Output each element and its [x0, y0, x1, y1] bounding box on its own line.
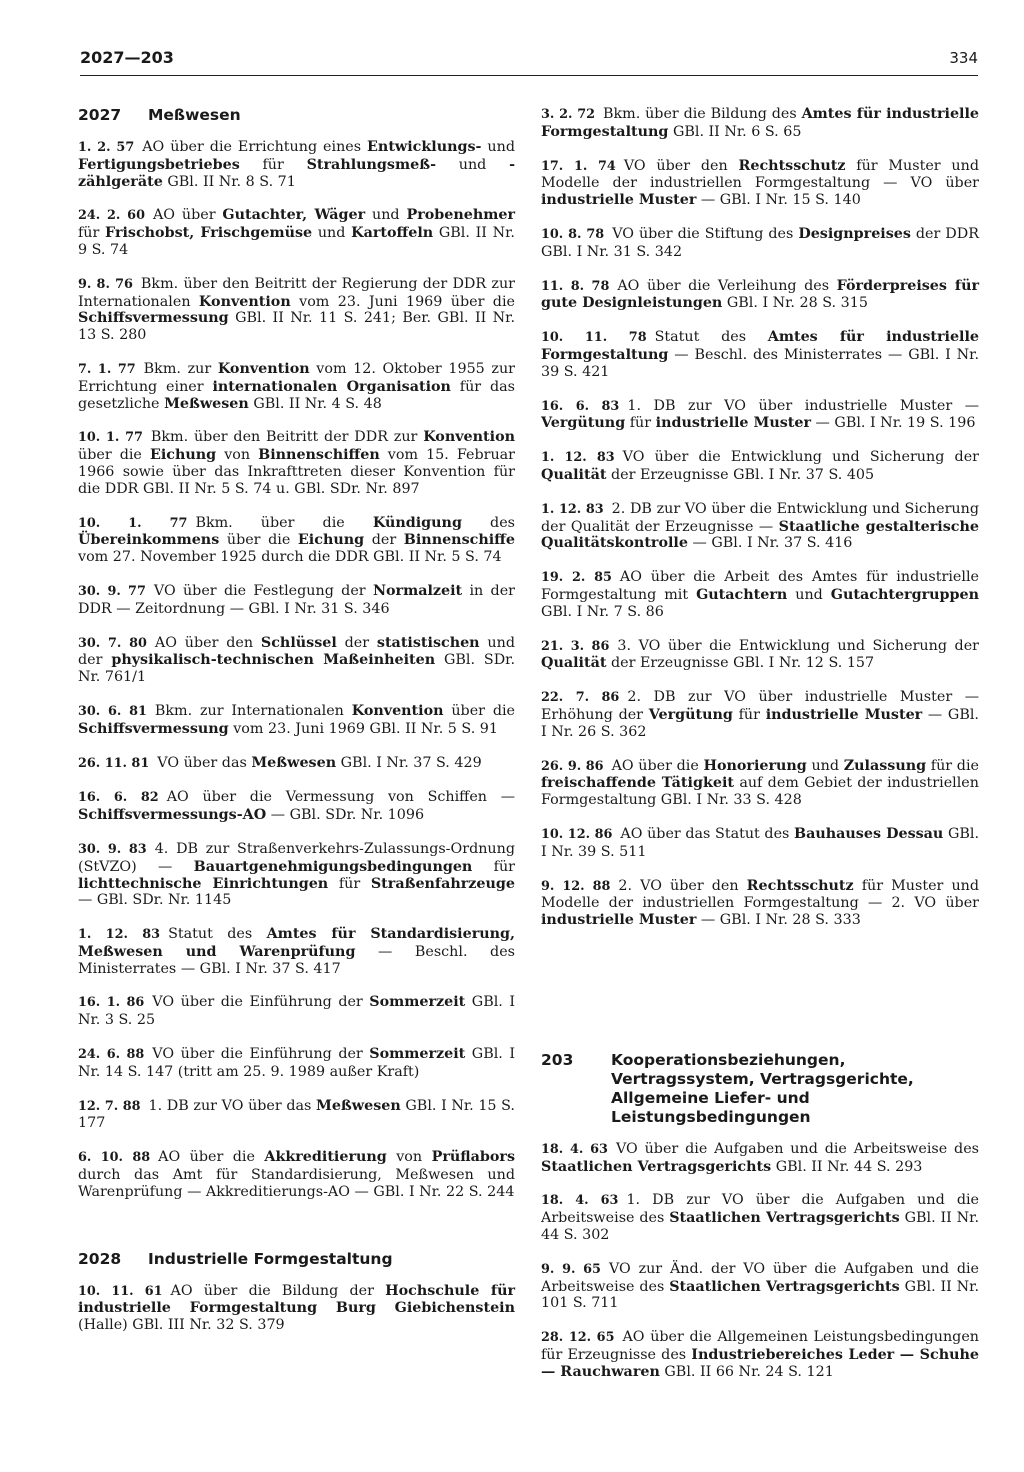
law-entry [541, 826, 979, 861]
entry-text: und [806, 757, 844, 774]
law-entry [78, 139, 515, 190]
keyword: Probenehmer [406, 207, 516, 224]
left-column [78, 106, 515, 1351]
keyword: lichttechnische Einrichtungen [78, 875, 329, 892]
entry-text: 2. DB zur VO über industrielle Muster — Erhöhung der [541, 689, 979, 723]
keyword: Hochschule für industrielle Formgestaltung Burg Giebichenstein [78, 1282, 515, 1317]
entry-text: GBl. I Nr. 37 S. 429 [336, 754, 482, 771]
keyword: Sommerzeit [369, 994, 466, 1011]
keyword: Kartoffeln [351, 225, 434, 242]
law-entry [541, 449, 979, 484]
entry-date: 12. 7. 88 [78, 1098, 141, 1114]
entry-text: 2. VO über den [618, 877, 747, 894]
entry-text: für die [926, 757, 979, 774]
entry-text: durch das Amt für Standardisierung, Meßwesen und Warenprüfung — Akkreditierungs-AO — GBl. I Nr. 22 S. 244 [78, 1167, 515, 1200]
entry-date: 24. 6. 88 [78, 1047, 145, 1063]
entry-date: 16. 1. 86 [78, 995, 145, 1011]
law-entry [78, 429, 515, 497]
law-entry [541, 689, 979, 740]
section-title: Meßwesen [148, 106, 241, 124]
entry-text: über die [219, 532, 298, 549]
section-spacer [541, 946, 979, 1051]
page-header [80, 50, 978, 76]
entry-text: GBl. II Nr. 44 S. 302 [541, 1210, 979, 1244]
keyword: Vergütung [648, 706, 733, 723]
law-entry [78, 994, 515, 1029]
keyword: Normalzeit [372, 582, 463, 599]
entry-text: VO zur Änd. der VO über die Aufgaben und die Arbeitsweise des [541, 1260, 980, 1295]
law-entry [78, 789, 515, 824]
entry-text: — Beschl. des Ministerrates — GBl. I Nr. 39 S. 421 [541, 346, 979, 380]
entry-text: AO über die Errichtung eines [142, 139, 368, 155]
keyword: Übereinkommens [78, 532, 220, 549]
entry-text: VO über den [623, 157, 739, 174]
entry-text: GBl. SDr. Nr. 761/1 [78, 652, 515, 686]
entry-text: 2. DB zur VO über die Entwicklung und Sicherung der Qualität der Erzeugnisse — [541, 500, 980, 535]
entry-text: — GBl. SDr. Nr. 1096 [266, 807, 425, 824]
keyword: Straßenfahrzeuge [370, 875, 515, 892]
entry-date: 22. 7. 86 [541, 690, 620, 706]
entry-text: VO über die Entwicklung und Sicherung der [622, 449, 980, 466]
entry-text: für Muster und Modelle der industriellen Formgestaltung — VO über [541, 157, 980, 192]
entry-date: 10. 12. 86 [541, 826, 613, 842]
header-range: 2027—203 [80, 48, 174, 67]
entry-text: der DDR GBl. I Nr. 31 S. 342 [541, 225, 980, 260]
entry-text: GBl. II Nr. 101 S. 711 [541, 1278, 979, 1312]
keyword: Staatlichen Vertragsgerichts [541, 1158, 772, 1175]
law-entry [78, 207, 515, 258]
entry-text: und [436, 156, 510, 173]
entry-text: AO über [152, 207, 223, 224]
entry-date: 30. 9. 77 [78, 583, 146, 599]
keyword: Eichung [149, 447, 217, 464]
entry-date: 26. 9. 86 [541, 758, 604, 774]
entry-text: AO über die Verleihung des [617, 277, 837, 294]
law-entry [78, 361, 515, 412]
entry-text: und [481, 139, 515, 155]
law-entry [78, 635, 515, 686]
entry-date: 1. 12. 83 [541, 450, 615, 466]
entry-text: — GBl. I Nr. 26 S. 362 [541, 706, 979, 740]
entry-text: vom 12. Oktober 1955 zur Errichtung einer [78, 360, 515, 395]
entry-date: 30. 7. 80 [78, 635, 147, 651]
keyword: industrielle Muster [765, 706, 923, 723]
entry-text: Statut des [654, 329, 768, 346]
entry-date: 28. 12. 65 [541, 1330, 615, 1346]
law-entry [541, 226, 979, 261]
entry-text: GBl. I Nr. 3 S. 25 [78, 994, 516, 1029]
entry-text: und der [78, 634, 515, 669]
keyword: Kündigung [372, 514, 462, 531]
entry-date: 24. 2. 60 [78, 208, 145, 224]
entry-text: VO über die Stiftung des [612, 225, 799, 242]
law-entry [541, 106, 979, 141]
keyword: Frischobst, Frischgemüse [105, 225, 313, 242]
law-entry [541, 758, 979, 809]
keyword: industrielle Muster [655, 415, 812, 432]
entry-text: AO über die Bildung der [170, 1282, 386, 1299]
keyword: Sommerzeit [369, 1046, 466, 1063]
keyword: Staatlichen Vertragsgerichts [669, 1278, 900, 1295]
entry-date: 10. 11. 78 [541, 330, 647, 346]
entry-text: über die [443, 702, 516, 719]
entry-text: VO über die Einführung der [152, 994, 370, 1011]
keyword: internationalen Organisation [212, 378, 451, 395]
entry-date: 21. 3. 86 [541, 638, 610, 654]
entry-date: 7. 1. 77 [78, 361, 136, 377]
keyword: Schlüssel [260, 634, 337, 651]
entry-text: 1. DB zur VO über industrielle Muster — [627, 397, 979, 414]
entry-date: 11. 8. 78 [541, 278, 610, 294]
entry-text: GBl. I Nr. 7 S. 86 [541, 603, 664, 620]
keyword: -zählgeräte [78, 156, 515, 190]
entry-text: — GBl. SDr. Nr. 1145 [78, 892, 232, 909]
section-heading [78, 106, 515, 125]
entry-text: in der DDR — Zeitordnung — GBl. I Nr. 31 S. 346 [78, 582, 515, 617]
law-entry [541, 398, 979, 433]
entry-text: für [625, 415, 656, 432]
entry-text: und [312, 225, 352, 242]
section-heading [541, 1051, 979, 1127]
entry-text: der Erzeugnisse GBl. I Nr. 37 S. 405 [606, 466, 875, 483]
keyword: Bauhauses Dessau [794, 825, 944, 842]
entry-date: 16. 6. 83 [541, 398, 620, 414]
section-number: 203 [541, 1050, 574, 1069]
entry-text: AO über die [611, 757, 704, 774]
law-entry [541, 1192, 979, 1243]
entry-date: 9. 9. 65 [541, 1261, 601, 1277]
keyword: Meßwesen [316, 1097, 401, 1114]
entry-date: 6. 10. 88 [78, 1150, 151, 1166]
entry-text: vom 23. Juni 1969 über die [290, 293, 515, 310]
entry-text: AO über die Allgemeinen Leistungsbedingungen für Erzeugnisse des [541, 1329, 980, 1364]
entry-text: Bkm. zur Internationalen [154, 702, 352, 719]
law-entry [541, 501, 979, 552]
entry-text: von [386, 1149, 432, 1166]
keyword: Eichung [297, 532, 365, 549]
law-entry [541, 158, 979, 209]
entry-text: VO über die Festlegung der [153, 582, 373, 599]
entry-date: 9. 12. 88 [541, 878, 611, 894]
law-entry [78, 841, 515, 909]
law-entry [541, 1141, 979, 1176]
entry-text: — GBl. I Nr. 28 S. 333 [696, 912, 861, 929]
keyword: Qualität [541, 655, 607, 672]
entry-date: 10. 8. 78 [541, 226, 605, 242]
keyword: Rechtsschutz [738, 157, 846, 174]
law-entry [78, 1149, 515, 1200]
entry-text: GBl. II Nr. 11 S. 241; Ber. GBl. II Nr. 13 S. 280 [78, 310, 515, 344]
keyword: Amtes für industrielle Formgestaltung [541, 329, 980, 363]
entry-text: GBl. II Nr. 9 S. 74 [78, 225, 515, 258]
entry-text: 1. DB zur VO über die Aufgaben und die Arbeitsweise des [541, 1192, 980, 1227]
entry-text: vom 27. November 1925 durch die DDR GBl. II Nr. 5 S. 74 [78, 549, 502, 566]
entry-text: GBl. II 66 Nr. 24 S. 121 [659, 1363, 834, 1380]
entry-date: 1. 2. 57 [78, 140, 135, 155]
keyword: Meßwesen [251, 754, 337, 771]
entry-text: des [461, 514, 515, 531]
entry-text: Bkm. zur [143, 360, 218, 377]
entry-text: und [787, 586, 831, 603]
entry-text: GBl. II Nr. 44 S. 293 [771, 1158, 923, 1175]
keyword: Fertigungsbetriebes [78, 156, 240, 173]
entry-date: 3. 2. 72 [541, 107, 595, 122]
entry-text: GBl. I Nr. 28 S. 315 [722, 295, 868, 312]
entry-text: für [328, 875, 371, 892]
entry-date: 10. 11. 61 [78, 1283, 163, 1299]
law-entry [78, 276, 515, 344]
keyword: Entwicklungs- [367, 139, 482, 155]
keyword: Meßwesen [164, 395, 249, 412]
keyword: Rechtsschutz [746, 877, 854, 894]
entry-text: für [239, 156, 307, 173]
right-column [541, 106, 979, 1398]
keyword: Gutachter, Wäger [222, 207, 366, 224]
entry-date: 10. 1. 77 [78, 430, 143, 446]
keyword: Qualität [541, 466, 607, 483]
entry-text: AO über die [158, 1149, 265, 1166]
entry-text: der [364, 532, 404, 549]
keyword: Prüflabors [431, 1149, 516, 1166]
section-number: 2028 [78, 1249, 122, 1268]
entry-text: AO über die Arbeit des Amtes für industrielle Formgestaltung mit [541, 569, 979, 603]
keyword: physikalisch-technischen Maßeinheiten [111, 652, 436, 669]
keyword: freischaffende Tätigkeit [541, 775, 734, 792]
keyword: Binnenschiffen [258, 447, 380, 464]
keyword: Amtes für Standardisierung, Meßwesen und Warenprüfung [78, 926, 515, 960]
section-spacer [78, 1218, 515, 1250]
entry-text: 3. VO über die Entwicklung und Sicherung der [617, 637, 980, 654]
entry-text: VO über das [157, 754, 252, 771]
entry-text: GBl. II Nr. 6 S. 65 [668, 123, 802, 140]
law-entry [541, 1261, 979, 1312]
law-entry [541, 638, 979, 673]
keyword: Schiffsvermessungs-AO [78, 807, 267, 824]
keyword: Staatlichen Vertragsgerichts [669, 1210, 900, 1227]
law-entry [78, 755, 515, 773]
entry-text: — Beschl. des Ministerrates — GBl. I Nr. 37 S. 417 [78, 943, 515, 977]
entry-text: 4. DB zur Straßenverkehrs-Zulassungs-Ordnung (StVZO) — [78, 840, 515, 875]
law-entry [541, 878, 979, 929]
law-entry [78, 583, 515, 618]
entry-text: der [336, 634, 377, 651]
keyword: Konvention [351, 702, 444, 719]
law-entry [78, 1098, 515, 1133]
law-entry [541, 278, 979, 313]
keyword: Akkreditierung [264, 1149, 387, 1166]
keyword: industrielle Muster [541, 912, 697, 929]
keyword: Designpreises [798, 225, 911, 242]
keyword: Vergütung [541, 415, 626, 432]
entry-text: — GBl. I Nr. 15 S. 140 [696, 192, 861, 209]
entry-text: Bkm. über die Bildung des [603, 106, 802, 122]
entry-text: vom 15. Februar 1966 sowie über das Inkrafttreten dieser Konvention für die DDR GBl. II Nr. 5 S. 74 u. GBl. SDr. Nr. 897 [78, 447, 516, 497]
keyword: Schiffsvermessung [78, 720, 229, 737]
entry-text: für Muster und Modelle der industriellen Formgestaltung — 2. VO über [541, 877, 980, 912]
entry-date: 26. 11. 81 [78, 755, 150, 771]
keyword: Konvention [217, 360, 310, 377]
entry-text: und [365, 207, 407, 224]
entry-text: Statut des [168, 926, 267, 943]
keyword: Strahlungsmeß- [306, 156, 436, 173]
entry-text: VO über die Einführung der [152, 1046, 370, 1063]
entry-text: für [732, 706, 766, 723]
entry-text: GBl. II Nr. 8 S. 71 [162, 173, 296, 190]
entry-date: 9. 8. 76 [78, 276, 133, 292]
entry-text: GBl. I Nr. 39 S. 511 [541, 825, 980, 860]
header-rule [80, 75, 978, 76]
entry-date: 1. 12. 83 [78, 927, 161, 943]
law-entry [78, 1046, 515, 1081]
entry-date: 16. 6. 82 [78, 790, 159, 806]
entry-text: GBl. I Nr. 15 S. 177 [78, 1097, 515, 1132]
entry-text: (Halle) GBl. III Nr. 32 S. 379 [78, 1317, 285, 1334]
law-entry [541, 329, 979, 380]
keyword: Gutachtern [696, 586, 788, 603]
section-number: 2027 [78, 106, 122, 124]
entry-text: über die [78, 447, 150, 464]
keyword: Binnenschiffe [403, 532, 515, 549]
keyword: Industriebereiches Leder — Schuhe — Rauchwaren [541, 1347, 979, 1380]
section-title: Kooperationsbeziehungen, Vertragssystem, Vertragsgerichte, Allgemeine Liefer- und Leistungsbedingungen [611, 1050, 914, 1126]
entry-text: auf dem Gebiet der industriellen Formgestaltung GBl. I Nr. 33 S. 428 [541, 775, 979, 809]
entry-date: 17. 1. 74 [541, 158, 616, 174]
entry-text: Bkm. über die [195, 514, 373, 531]
keyword: Schiffsvermessung [78, 310, 229, 327]
entry-text: GBl. II Nr. 4 S. 48 [248, 395, 382, 412]
keyword: Honorierung [703, 757, 807, 774]
entry-text: — GBl. I Nr. 19 S. 196 [811, 415, 976, 432]
entry-date: 30. 6. 81 [78, 703, 147, 719]
section-title: Industrielle Formgestaltung [148, 1249, 393, 1268]
keyword: Amtes für industrielle Formgestaltung [541, 106, 980, 140]
keyword: statistischen [376, 634, 480, 651]
entry-date: 18. 4. 63 [541, 1141, 608, 1157]
keyword: Förderpreises für gute Designleistungen [541, 277, 980, 312]
entry-text: von [216, 447, 259, 464]
keyword: Staatliche gestalterische Qualitätskontrolle [541, 518, 979, 552]
entry-text: AO über das Statut des [620, 825, 795, 842]
entry-text: GBl. I Nr. 14 S. 147 (tritt am 25. 9. 1989 außer Kraft) [78, 1046, 516, 1080]
entry-text: 1. DB zur VO über das [148, 1097, 317, 1114]
keyword: Konvention [198, 293, 291, 310]
entry-text: VO über die Aufgaben und die Arbeitsweise des [615, 1140, 980, 1157]
entry-text: — GBl. I Nr. 37 S. 416 [687, 535, 853, 552]
entry-text: für das gesetzliche [78, 378, 515, 412]
entry-date: 30. 9. 83 [78, 841, 147, 857]
page-number: 334 [949, 49, 978, 67]
entry-text: AO über den [154, 634, 261, 651]
entry-text: der Erzeugnisse GBl. I Nr. 12 S. 157 [606, 655, 875, 672]
law-entry [78, 926, 515, 977]
entry-text: für [472, 858, 515, 875]
entry-text: Bkm. über den Beitritt der DDR zur [150, 429, 424, 446]
law-entry [78, 1283, 515, 1334]
keyword: industrielle Muster [541, 192, 697, 209]
entry-text: AO über die Vermessung von Schiffen — [166, 789, 515, 806]
law-entry [78, 515, 515, 566]
keyword: Zulassung [843, 757, 927, 774]
keyword: Konvention [423, 429, 515, 446]
law-entry [78, 703, 515, 738]
section-heading [78, 1250, 515, 1269]
entry-text: für [78, 225, 106, 242]
law-entry [541, 569, 979, 620]
entry-date: 1. 12. 83 [541, 501, 604, 517]
keyword: Bauartgenehmigungsbedingungen [193, 858, 473, 875]
law-entry [541, 1329, 979, 1380]
entry-text: Bkm. über den Beitritt der Regierung der DDR zur Internationalen [78, 275, 516, 310]
entry-date: 19. 2. 85 [541, 570, 612, 586]
entry-date: 18. 4. 63 [541, 1193, 619, 1209]
entry-date: 10. 1. 77 [78, 515, 188, 531]
entry-text: vom 23. Juni 1969 GBl. II Nr. 5 S. 91 [228, 720, 498, 737]
keyword: Gutachtergruppen [830, 586, 979, 603]
